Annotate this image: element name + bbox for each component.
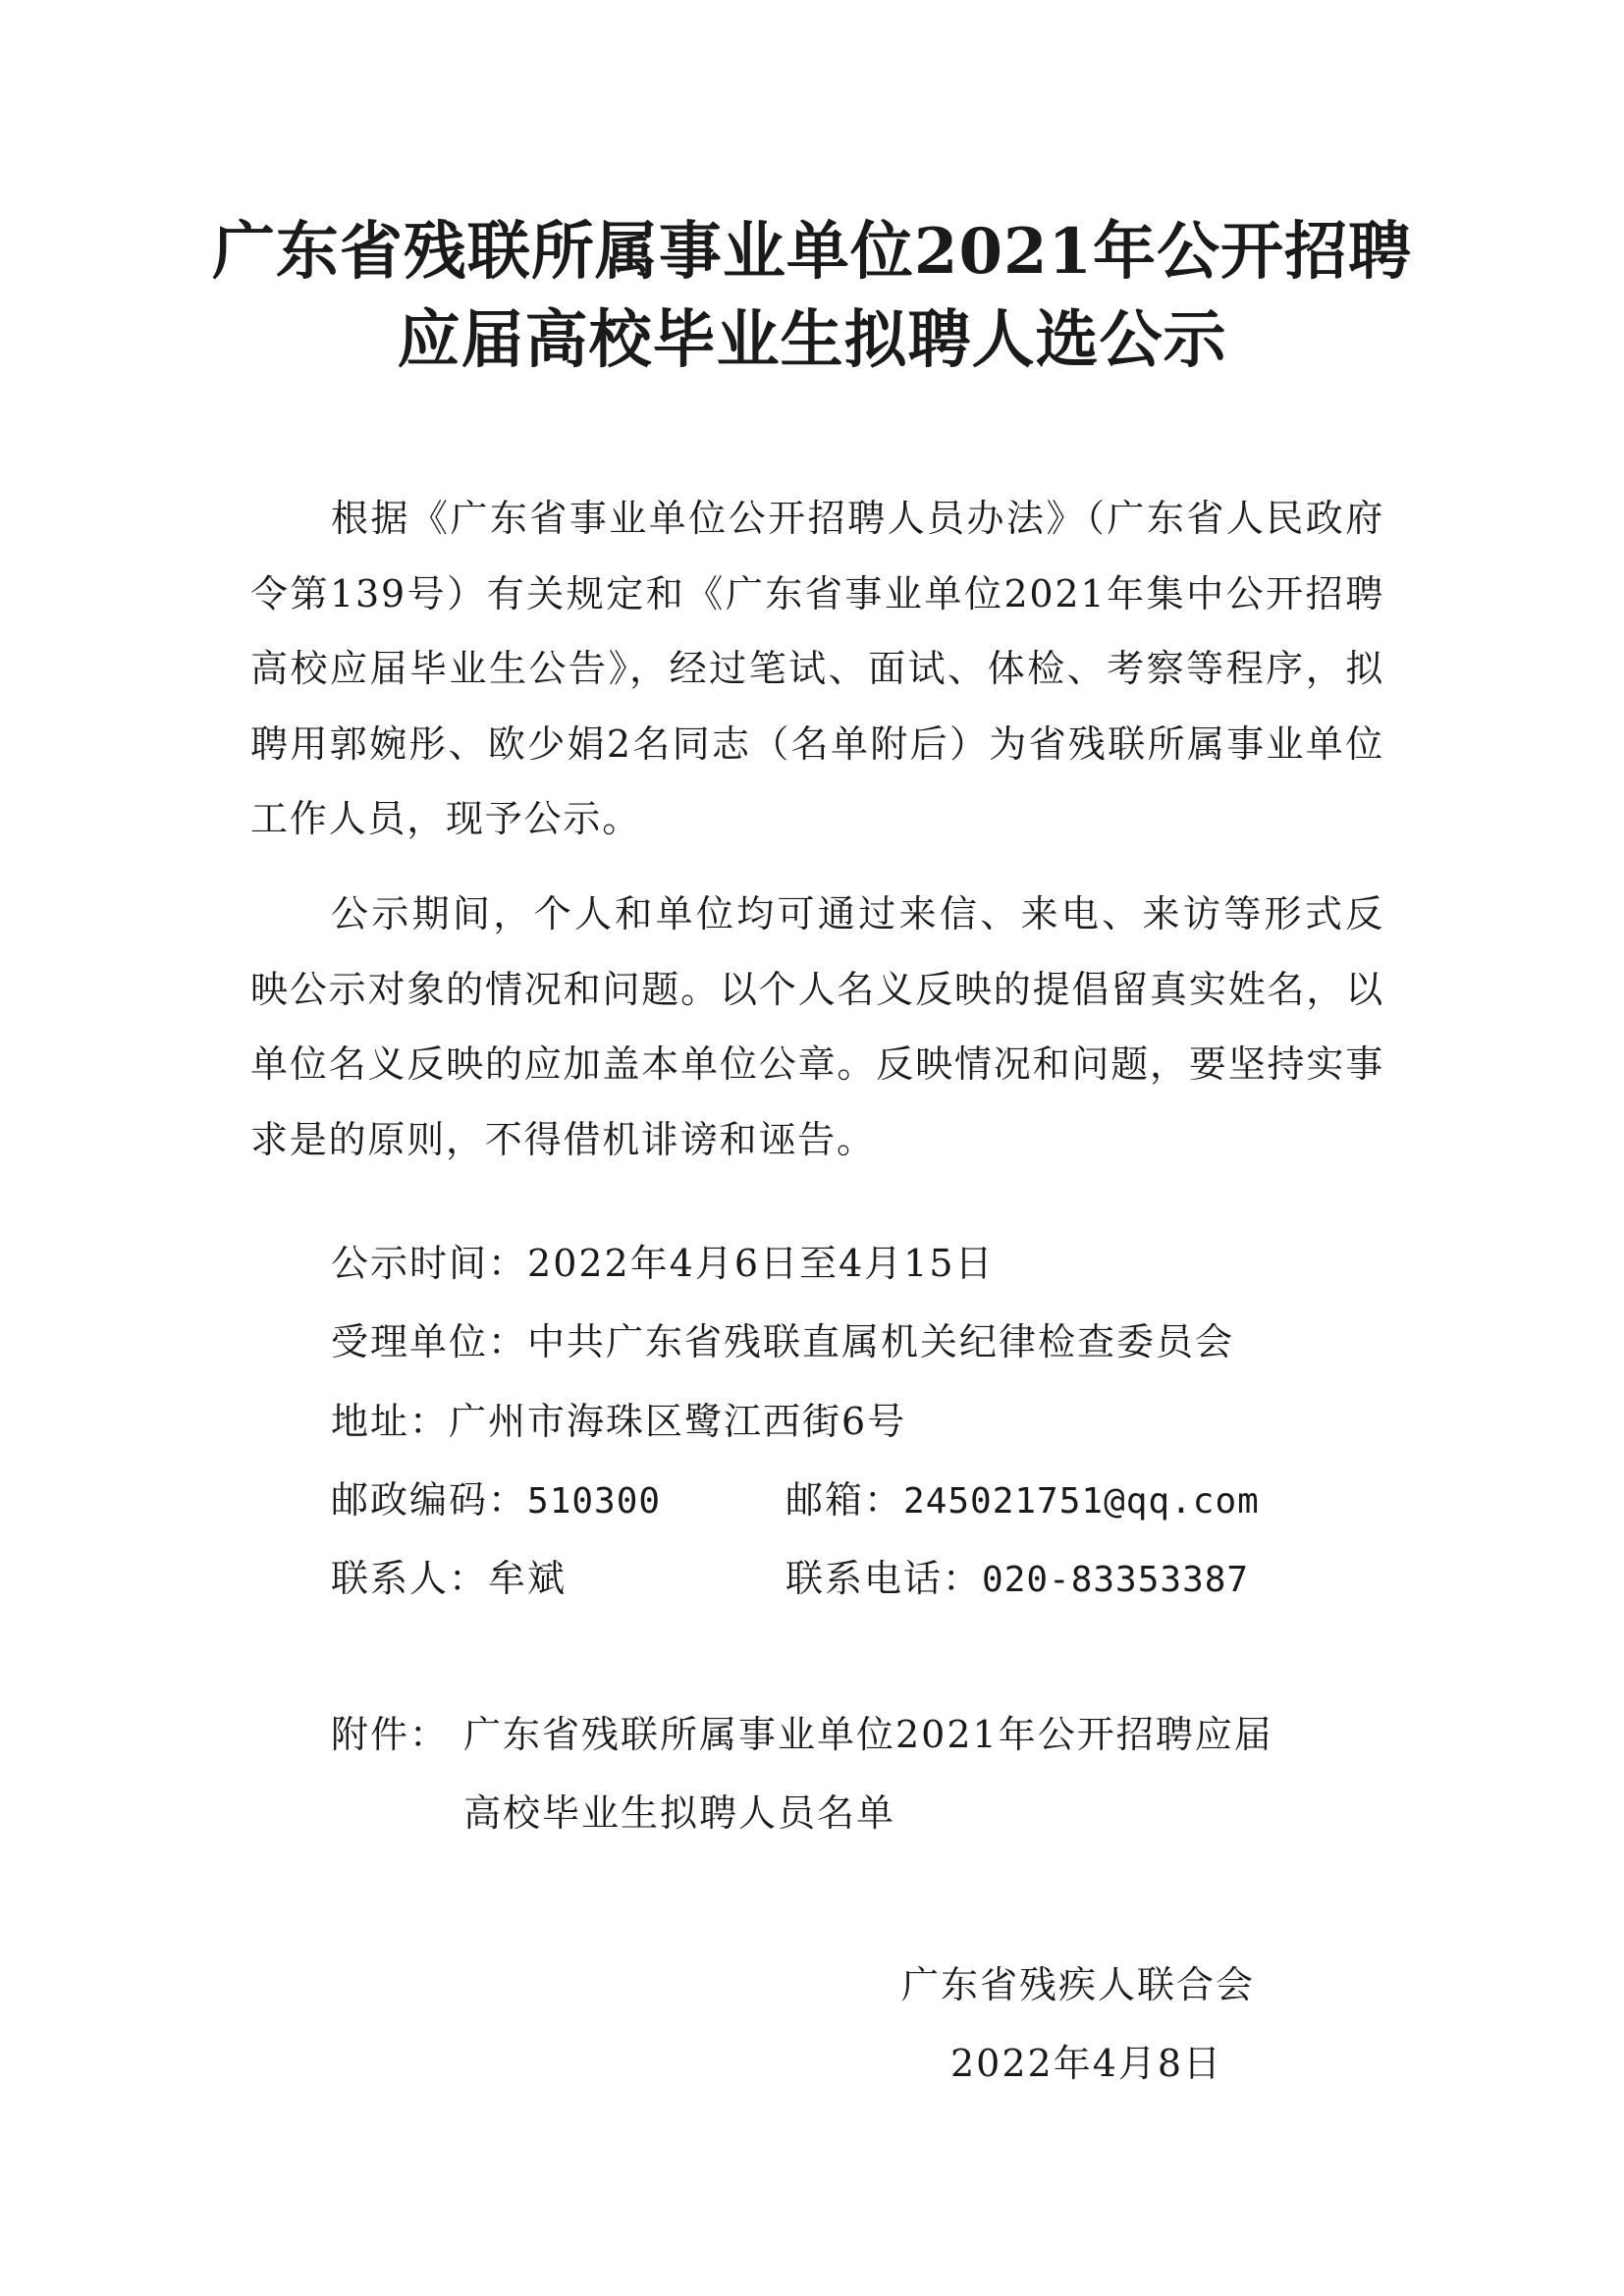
contact-phone-label: 联系电话：: [785, 1557, 983, 1600]
contact-phone-value: 020-83353387: [982, 1560, 1250, 1600]
address-label: 地址：: [331, 1400, 450, 1443]
email-value: 245021751@qq.com: [903, 1481, 1260, 1522]
email-label: 邮箱：: [785, 1478, 904, 1522]
body-paragraph-2: 公示期间，个人和单位均可通过来信、来电、来访等形式反映公示对象的情况和问题。以个人名义反映的提倡留真实姓名，以单位名义反映的应加盖本单位公章。反映情况和问题，要坚持实事求是的原则，不得借机诽谤和诬告。: [250, 892, 1384, 1161]
attachment-title-line-1: 广东省残联所属事业单位2021年公开招聘应届: [463, 1713, 1273, 1756]
announcement-period-value: 2022年4月6日至4月15日: [527, 1242, 995, 1285]
handling-unit: [331, 1317, 1234, 1366]
document-title-line-1: 广东省残联所属事业单位2021年公开招聘: [211, 215, 1413, 289]
announcement-period: [331, 1239, 995, 1288]
attachment-title-line-2: 高校毕业生拟聘人员名单: [463, 1791, 896, 1835]
address-value: 广州市海珠区鹭江西街6号: [449, 1400, 907, 1443]
body-paragraph-1: 根据《广东省事业单位公开招聘人员办法》（广东省人民政府令第139号）有关规定和《广东省事业单位2021年集中公开招聘高校应届毕业生公告》，经过笔试、面试、体检、考察等程序，拟聘用郭婉彤、欧少娟2名同志（名单附后）为省残联所属事业单位工作人员，现予公示。: [250, 497, 1384, 840]
handling-unit-label: 受理单位：: [331, 1320, 528, 1363]
email: [785, 1475, 1260, 1526]
postcode-value: 510300: [527, 1481, 662, 1522]
postcode-label: 邮政编码：: [331, 1478, 528, 1522]
contact-person: [331, 1554, 567, 1603]
postcode: [331, 1475, 661, 1526]
contact-person-label: 联系人：: [331, 1557, 489, 1600]
announcement-period-label: 公示时间：: [331, 1242, 528, 1285]
contact-person-value: 牟斌: [488, 1557, 568, 1600]
contact-phone: [785, 1554, 1249, 1605]
signature-organization: 广东省残疾人联合会: [901, 1963, 1256, 2006]
attachment-label: 附件：: [331, 1713, 450, 1756]
document-title-line-2: 应届高校毕业生拟聘人选公示: [397, 303, 1227, 377]
address: [331, 1397, 906, 1446]
signature-date: 2022年4月8日: [950, 2042, 1223, 2085]
handling-unit-value: 中共广东省残联直属机关纪律检查委员会: [527, 1320, 1235, 1363]
